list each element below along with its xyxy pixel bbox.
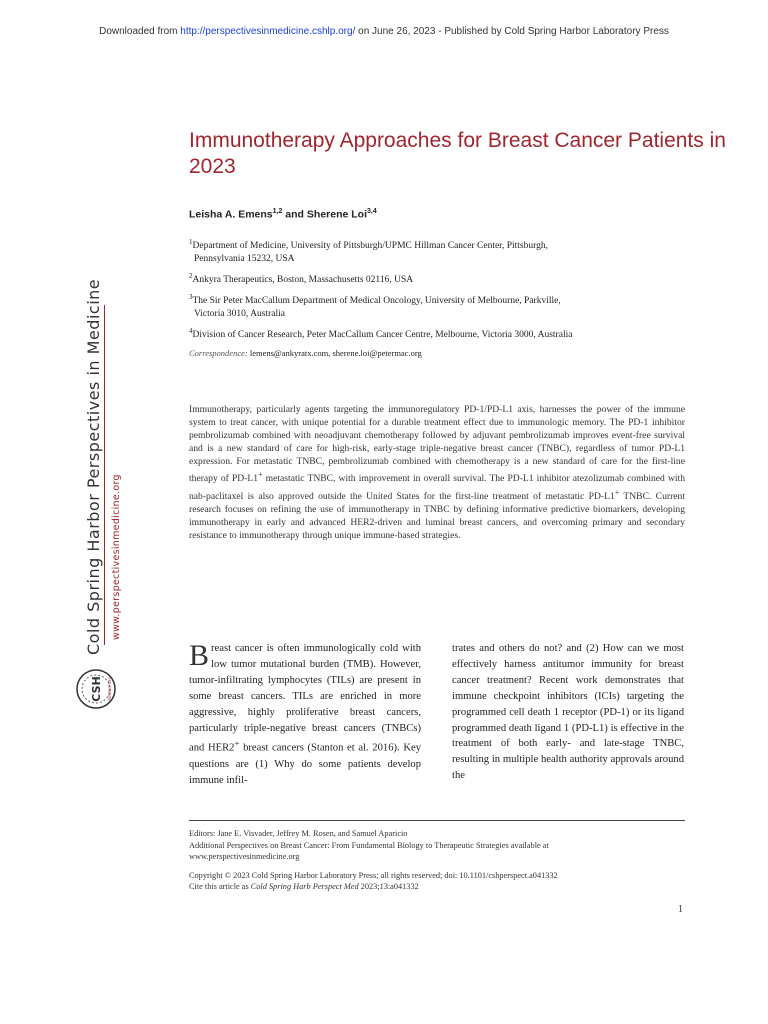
body-column-2: trates and others do not? and (2) How can we most effectively harness antitumor immunity for breast cancer treatment? Recent work demonstrates that immune checkpoint inhibitors (ICIs) targeting the programmed cell death 1 receptor (PD-1) or its ligand programmed death ligand 1 (PD-L1) is effective in the treatment of both early- and late-stage TNBC, resulting in multiple health authority approvals around the	[452, 643, 684, 782]
cite-suffix: 2023;13:a041332	[358, 882, 419, 891]
affiliation-3	[189, 291, 689, 321]
logo-text: CSH	[90, 676, 103, 702]
footnotes	[189, 828, 685, 893]
affil-text: Ankyra Therapeutics, Boston, Massachusetts 02116, USA	[192, 275, 414, 286]
banner-prefix: Downloaded from	[99, 26, 181, 37]
body-text: reast cancer is often immunologically cold with low tumor mutational burden (TMB). However, tumor-infiltrating lymphocytes (TILs) are present in some breast cancers. TILs are enriched in more aggressive, highly proliferative breast cancers, particularly triple-negative breast cancers (TNBCs) and HER2	[189, 643, 421, 754]
journal-brand: Cold Spring Harbor Perspectives in Medicine	[84, 278, 103, 655]
cite-journal: Cold Spring Harb Perspect Med	[250, 882, 359, 891]
affil-num: 1	[189, 238, 193, 246]
affiliations	[189, 236, 689, 360]
csh-logo-icon	[74, 662, 118, 716]
article-title: Immunotherapy Approaches for Breast Cancer Patients in 2023	[189, 129, 726, 178]
download-banner	[0, 26, 768, 37]
editors-line: Editors: Jane E. Visvader, Jeffrey M. Rosen, and Samuel Aparicio	[189, 829, 408, 838]
author-1-affil: 1,2	[272, 208, 283, 215]
affil-num: 2	[189, 272, 193, 281]
additional-line: Additional Perspectives on Breast Cancer: From Fundamental Biology to Therapeutic Strategies available at	[189, 840, 549, 850]
affil-num: 3	[189, 293, 193, 302]
superscript: +	[258, 470, 263, 480]
affiliation-2	[189, 270, 689, 287]
journal-url[interactable]: www.perspectivesinmedicine.org	[111, 474, 122, 640]
author-line	[189, 208, 377, 221]
affil-num: 4	[189, 327, 193, 336]
copyright-line: Copyright © 2023 Cold Spring Harbor Laboratory Press; all rights reserved; doi: 10.1101/cshperspect.a041332	[189, 870, 558, 880]
affiliation-1	[189, 236, 689, 266]
superscript: +	[234, 738, 240, 749]
abstract-text-2: metastatic TNBC, with improvement in overall survival. The PD-L1 inhibitor atezolizumab combined with nab-paclitaxel is also approved outside the United States for the first-line treatment of metastatic PD-L1	[189, 473, 685, 502]
affil-text: Department of Medicine, University of Pittsburgh/UPMC Hillman Cancer Center, Pittsburgh,	[192, 241, 548, 252]
affil-text: The Sir Peter MacCallum Department of Medical Oncology, University of Melbourne, Parkville,	[192, 296, 561, 307]
author-1: Leisha A. Emens	[189, 208, 273, 221]
superscript: +	[614, 487, 620, 497]
correspondence	[189, 347, 689, 360]
footer-rule	[189, 820, 685, 821]
sidebar-rule	[104, 305, 105, 645]
author-2: Sherene Loi	[306, 208, 368, 221]
logo-subtext: PERSPECTIVES	[108, 677, 112, 701]
site-link[interactable]: http://perspectivesinmedicine.cshlp.org/	[180, 26, 356, 37]
affil-text: Division of Cancer Research, Peter MacCallum Cancer Centre, Melbourne, Victoria 3000, Australia	[192, 330, 573, 341]
affil-text-cont: Victoria 3010, Australia	[194, 309, 285, 320]
cite-prefix: Cite this article as	[189, 882, 251, 891]
affiliation-4	[189, 325, 689, 342]
abstract	[189, 403, 685, 542]
site-line[interactable]: www.perspectivesinmedicine.org	[189, 852, 300, 861]
cite-line	[189, 881, 685, 893]
correspondence-label: Correspondence:	[189, 347, 248, 358]
body-text: breast cancers (Stanton et al. 2016). Key questions are (1) Why do some patients develop immune infil-	[189, 742, 421, 786]
abstract-text-1: Immunotherapy, particularly agents targeting the immunoregulatory PD-1/PD-L1 axis, harnesses the power of the immune system to treat cancer, with unique potential for a durable treatment effect due to immunologic memory. The PD-1 inhibitor pembrolizumab combined with neoadjuvant chemotherapy followed by adjuvant pembrolizumab improves event-free survival and is a new standard of care for high-risk, early-stage triple-negative breast cancer (TNBC), regardless of tumor PD-L1 expression. For metastatic TNBC, pembrolizumab combined with chemotherapy is a new standard of care for the first-line therapy of PD-L1	[189, 404, 685, 485]
drop-cap: B	[189, 639, 210, 672]
body-column-1	[189, 641, 421, 789]
affil-text-cont: Pennsylvania 15232, USA	[194, 254, 295, 265]
author-2-affil: 3,4	[367, 208, 377, 215]
banner-suffix: on June 26, 2023 - Published by Cold Spring Harbor Laboratory Press	[355, 26, 669, 37]
page-number: 1	[678, 904, 683, 915]
abstract-text-3: TNBC. Current research focuses on refining the use of immunotherapy in TNBC by defining informative predictive biomarkers, developing immunotherapy in early and advanced HER2-driven and luminal breast cancers, and overcoming primary and secondary resistance to immunotherapy through unique immune-based strategies.	[189, 490, 685, 542]
author-and: and	[282, 208, 307, 221]
correspondence-emails[interactable]: lemens@ankyratx.com, sherene.loi@petermac.org	[247, 347, 422, 358]
